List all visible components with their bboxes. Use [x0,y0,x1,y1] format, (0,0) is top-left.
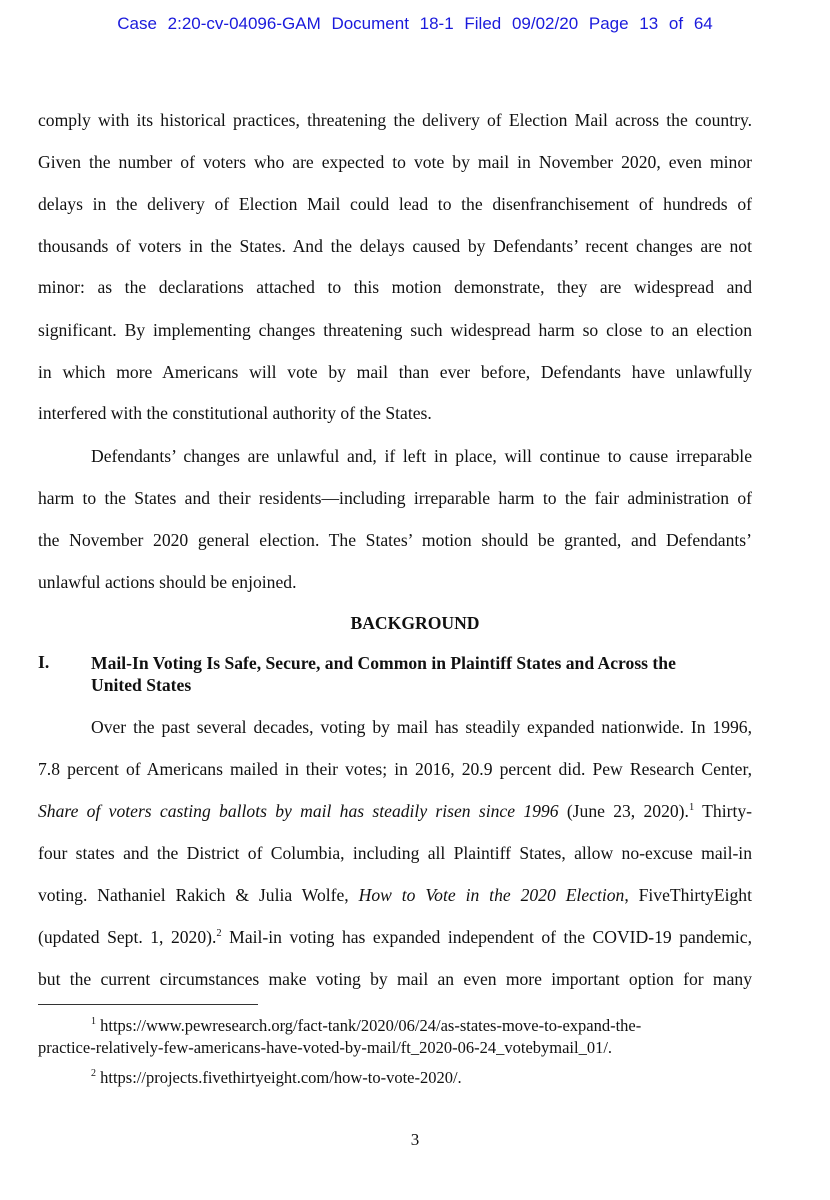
text-line [38,884,752,906]
text-line [38,800,752,822]
text-line [38,193,752,215]
footnote-divider [38,1004,258,1005]
text-line [91,716,752,738]
footnote-ref: 2 [216,928,222,939]
text-run: Thirty- [694,801,752,821]
subheading-line-1: Mail-In Voting Is Safe, Secure, and Common in Plaintiff States and Across the [91,653,676,673]
footnote-2-number: 2 [91,1068,96,1079]
footnote-1-line-2: practice-relatively-few-americans-have-voted-by-mail/ft_2020-06-24_votebymail_01/. [38,1038,613,1057]
footnote-ref: 1 [688,802,695,813]
text-line [38,319,752,341]
text-run: (updated Sept. 1, 2020). [38,927,217,947]
text-run: the November 2020 general election. The States’ motion should be granted, and Defendants’ [38,530,752,550]
text-run: interfered with the constitutional authority of the States. [38,403,432,423]
text-line [38,276,752,298]
text-run: thousands of voters in the States. And the delays caused by Defendants’ recent changes are not [38,236,752,256]
footnote-1-number: 1 [91,1016,96,1027]
text-line [38,968,752,990]
text-run: but the current circumstances make voting by mail an even more important option for many [38,969,752,989]
text-run: voting. Nathaniel Rakich & Julia Wolfe, [38,885,359,905]
subheading-number: I. [38,652,50,672]
footnote-2 [91,1068,462,1088]
text-line [38,842,752,864]
text-run: delays in the delivery of Election Mail could lead to the disenfranchisement of hundreds of [38,194,752,214]
text-run: Over the past several decades, voting by mail has steadily expanded nationwide. In 1996, [91,717,752,737]
footnote-1-line-1 [91,1016,641,1036]
text-run: (June 23, 2020). [558,801,689,821]
text-line [38,402,752,424]
text-line [38,926,752,948]
text-line [38,571,752,593]
text-line [38,109,752,131]
section-heading: BACKGROUND [350,613,480,633]
text-run: unlawful actions should be enjoined. [38,572,297,592]
subheading-line-2: United States [91,675,192,695]
text-line [38,361,752,383]
case-header: Case 2:20-cv-04096-GAM Document 18-1 Filed 09/02/20 Page 13 of 64 [117,14,713,33]
text-line [38,529,752,551]
text-run: harm to the States and their residents—including irreparable harm to the fair administration of [38,488,752,508]
footnote-1-text: https://www.pewresearch.org/fact-tank/2020/06/24/as-states-move-to-expand-the- [100,1016,642,1035]
footnote-2-text: https://projects.fivethirtyeight.com/how-to-vote-2020/. [100,1068,462,1087]
text-run: comply with its historical practices, threatening the delivery of Election Mail across the country. [38,110,752,130]
text-run: Given the number of voters who are expected to vote by mail in November 2020, even minor [38,152,752,172]
text-run: minor: as the declarations attached to this motion demonstrate, they are widespread and [38,277,752,297]
text-run: significant. By implementing changes threatening such widespread harm so close to an election [38,320,752,340]
text-run: Defendants’ changes are unlawful and, if left in place, will continue to cause irreparable [91,446,752,466]
page-number: 3 [410,1130,420,1149]
text-run: , FiveThirtyEight [624,885,752,905]
italic-title: Share of voters casting ballots by mail has steadily risen since 1996 [38,801,559,821]
text-line [91,445,752,467]
text-run: in which more Americans will vote by mail than ever before, Defendants have unlawfully [38,362,752,382]
text-line [38,235,752,257]
text-run: Mail-in voting has expanded independent of the COVID-19 pandemic, [221,927,752,947]
text-line [38,487,752,509]
text-line [38,758,752,780]
text-run: four states and the District of Columbia, including all Plaintiff States, allow no-excuse mail-in [38,843,752,863]
text-run: 7.8 percent of Americans mailed in their votes; in 2016, 20.9 percent did. Pew Research Center, [38,759,752,779]
text-line [38,151,752,173]
italic-title: How to Vote in the 2020 Election [358,885,625,905]
